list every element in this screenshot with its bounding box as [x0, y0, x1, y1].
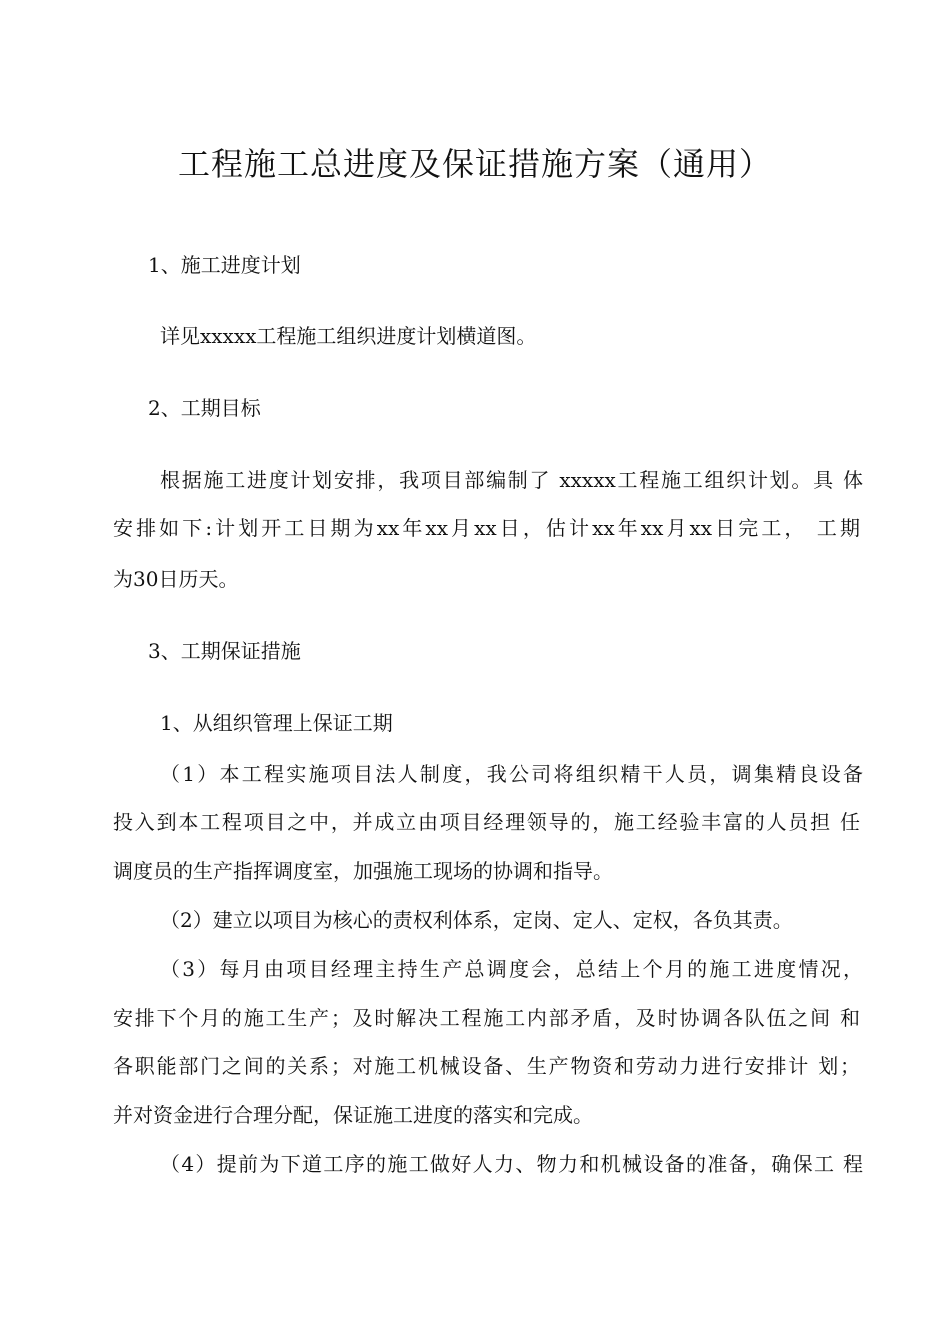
- paragraph-line: （4）提前为下道工序的施工做好人力、物力和机械设备的准备，确保工 程: [160, 1152, 863, 1176]
- paragraph-line: 并对资金进行合理分配，保证施工进度的落实和完成。: [113, 1103, 593, 1127]
- subsection-heading: 1、从组织管理上保证工期: [160, 711, 393, 735]
- paragraph-line: 安排下个月的施工生产；及时解决工程施工内部矛盾，及时协调各队伍之间 和: [113, 1006, 860, 1030]
- section-heading-guarantee-measures: 3、工期保证措施: [148, 639, 301, 663]
- paragraph-line: （2）建立以项目为核心的责权利体系，定岗、定人、定权，各负其责。: [160, 908, 793, 932]
- section-heading-schedule-plan: 1、施工进度计划: [148, 253, 301, 277]
- paragraph-line: 安排如下:计划开工日期为xx年xx月xx日，估计xx年xx月xx日完工， 工期: [113, 516, 860, 540]
- paragraph-line: 根据施工进度计划安排，我项目部编制了 xxxxx工程施工组织计划。具 体: [160, 468, 863, 492]
- paragraph-line: 投入到本工程项目之中，并成立由项目经理领导的，施工经验丰富的人员担 任: [113, 810, 860, 834]
- paragraph-line: 为30日历天。: [113, 567, 239, 591]
- section-heading-duration-goal: 2、工期目标: [148, 396, 261, 420]
- paragraph-line: （1）本工程实施项目法人制度，我公司将组织精干人员，调集精良设备: [160, 762, 863, 786]
- paragraph-line: 各职能部门之间的关系；对施工机械设备、生产物资和劳动力进行安排计 划；: [113, 1054, 860, 1078]
- paragraph-line: （3）每月由项目经理主持生产总调度会，总结上个月的施工进度情况，: [160, 957, 863, 981]
- paragraph-line: 详见xxxxx工程施工组织进度计划横道图。: [160, 324, 537, 348]
- document-title: 工程施工总进度及保证措施方案（通用）: [177, 145, 772, 183]
- paragraph-line: 调度员的生产指挥调度室，加强施工现场的协调和指导。: [113, 859, 613, 883]
